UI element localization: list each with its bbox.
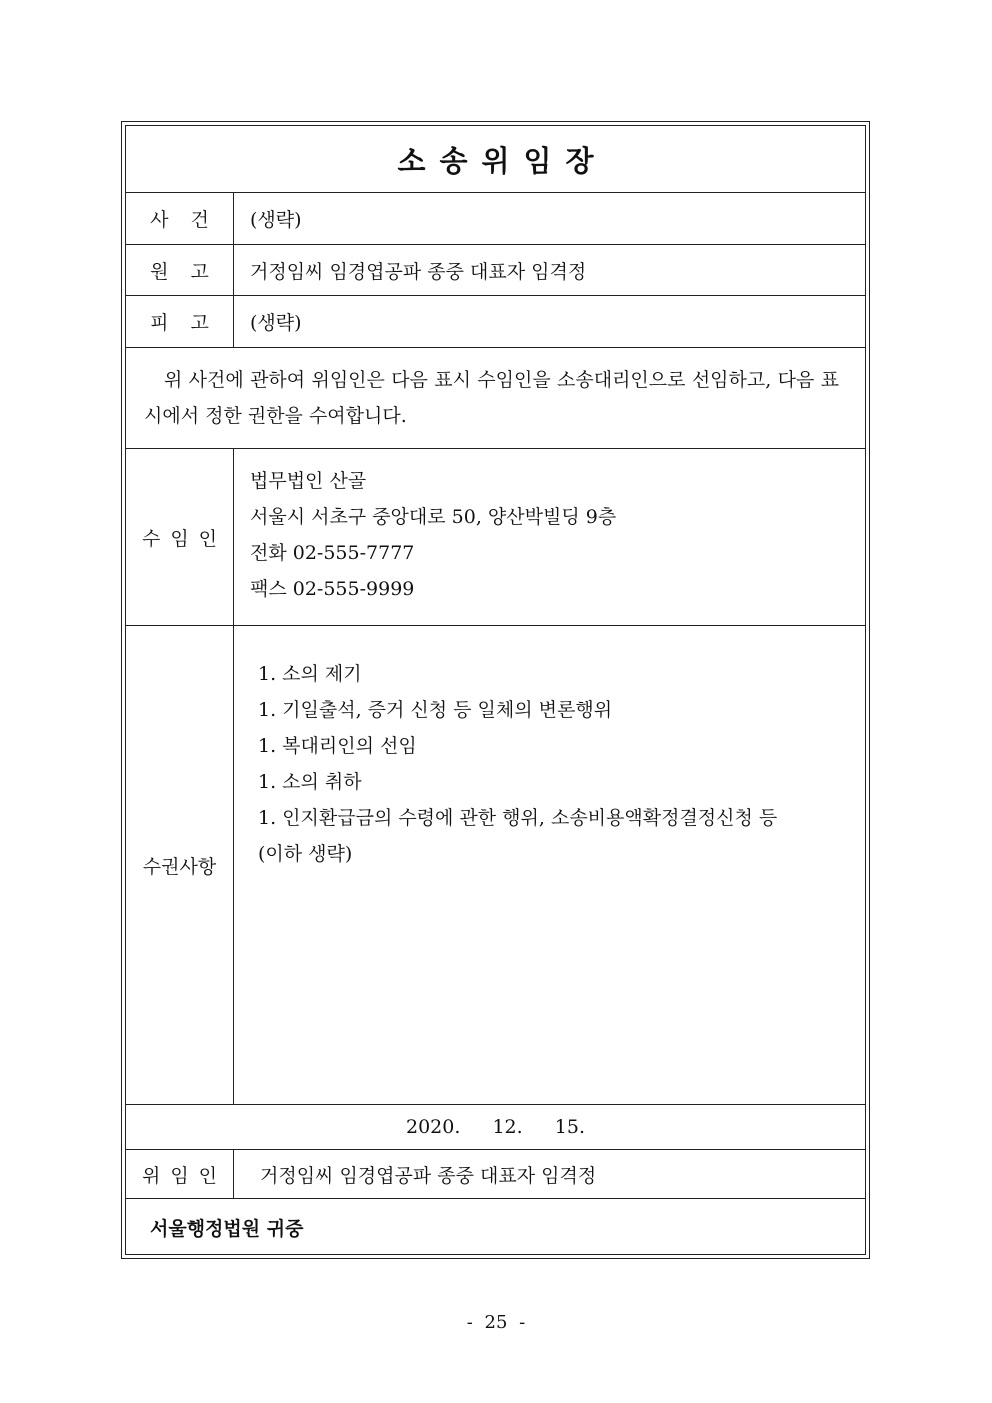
attorney-phone: 전화 02-555-7777 xyxy=(250,542,415,564)
authority-details xyxy=(234,626,865,1104)
document-date: 2020. 12. 15. xyxy=(406,1116,585,1138)
attorney-row xyxy=(126,449,865,626)
plaintiff-row xyxy=(126,245,865,296)
attorney-name: 법무법인 산골 xyxy=(250,470,367,492)
list-item: 1. 소의 취하 xyxy=(258,771,362,793)
list-item: 1. 복대리인의 선임 xyxy=(258,735,417,757)
power-of-attorney-form xyxy=(121,121,870,1259)
list-item: (이하 생략) xyxy=(258,843,353,865)
case-row xyxy=(126,193,865,245)
list-item: 1. 소의 제기 xyxy=(258,663,362,685)
list-item: 1. 인지환급금의 수령에 관한 행위, 소송비용액확정결정신청 등 xyxy=(258,807,778,829)
defendant-label: 피고 xyxy=(126,296,234,347)
plaintiff-label: 원고 xyxy=(126,245,234,295)
delegation-statement: 위 사건에 관하여 위임인은 다음 표시 수임인을 소송대리인으로 선임하고, 다음 표시에서 정한 권한을 수여합니다. xyxy=(144,369,839,427)
list-item: 1. 기일출석, 증거 신청 등 일체의 변론행위 xyxy=(258,699,613,721)
case-label: 사건 xyxy=(126,193,234,244)
delegator-label: 위임인 xyxy=(126,1150,234,1198)
attorney-label: 수임인 xyxy=(126,449,234,625)
delegator-value: 거정임씨 임경엽공파 종중 대표자 임격정 xyxy=(260,1164,597,1187)
addressee-row xyxy=(126,1199,865,1256)
attorney-fax: 팩스 02-555-9999 xyxy=(250,578,415,600)
defendant-value: (생략) xyxy=(250,312,302,334)
authority-label: 수권사항 xyxy=(126,626,234,1104)
statement-row xyxy=(126,348,865,449)
document-title: 소송위임장 xyxy=(397,143,608,178)
plaintiff-value: 거정임씨 임경엽공파 종중 대표자 임격정 xyxy=(250,260,587,283)
court-addressee: 서울행정법원 귀중 xyxy=(150,1218,304,1240)
title-row xyxy=(126,126,865,193)
attorney-address: 서울시 서초구 중앙대로 50, 양산박빌딩 9층 xyxy=(250,506,617,528)
attorney-details xyxy=(234,449,865,625)
defendant-row xyxy=(126,296,865,348)
authority-list xyxy=(258,656,777,872)
page-number: - 25 - xyxy=(466,1312,526,1333)
case-value: (생략) xyxy=(250,209,302,231)
date-row xyxy=(126,1105,865,1150)
authority-row xyxy=(126,626,865,1105)
attorney-lines xyxy=(250,463,616,607)
form-inner-border xyxy=(125,125,866,1255)
delegator-row xyxy=(126,1150,865,1199)
